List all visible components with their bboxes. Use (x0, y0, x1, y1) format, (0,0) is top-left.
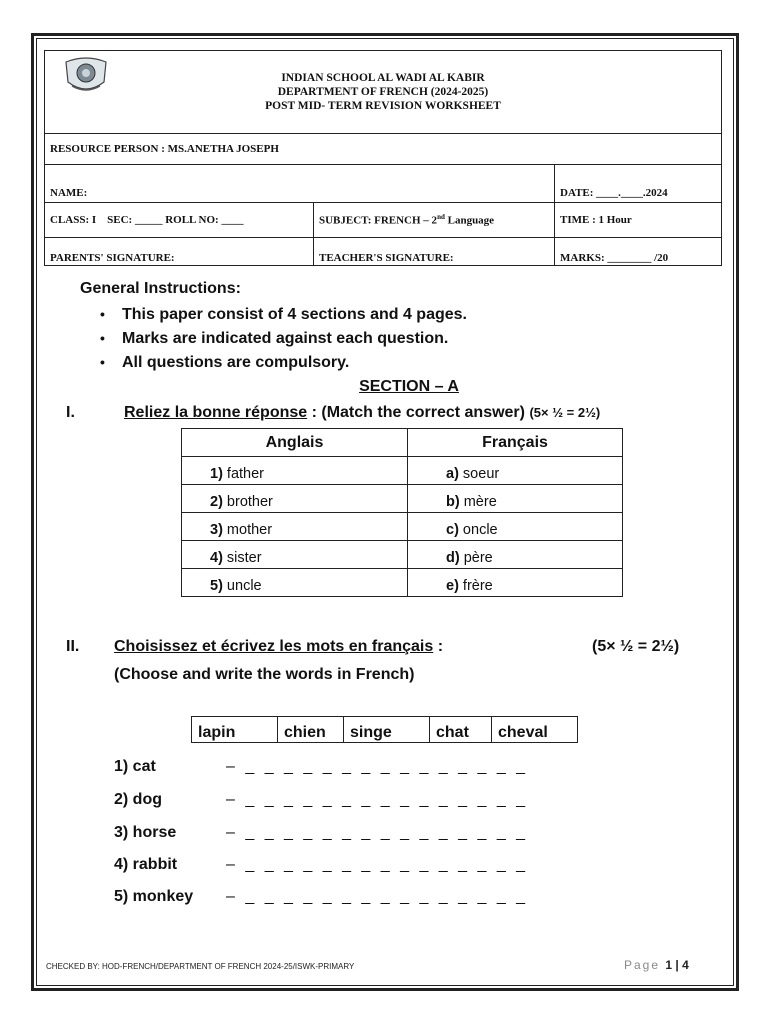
page-num: 1 | 4 (665, 958, 689, 972)
item-text: uncle (222, 578, 262, 594)
right-cell (408, 513, 623, 541)
department-name: DEPARTMENT OF FRENCH (2024-2025) (277, 86, 489, 98)
item-number: 1) (210, 466, 223, 482)
question-2-heading (66, 638, 443, 656)
word-bank-item: singe (344, 717, 430, 743)
fill-word: 3) horse (114, 824, 177, 841)
date-field: DATE: ____.____.2024 (555, 165, 722, 203)
question-marks: (5× ½ = 2½) (592, 638, 680, 655)
marks-field: MARKS: ________ /20 (555, 238, 722, 266)
page-number (624, 958, 689, 972)
question-number: I. (66, 404, 75, 421)
col-header-anglais: Anglais (182, 429, 408, 457)
fill-item (114, 824, 528, 842)
word-bank-item: chat (430, 717, 492, 743)
table-row (182, 541, 623, 569)
school-crest-icon (60, 56, 112, 96)
question-title: Choisissez et écrivez les mots en français (114, 638, 434, 655)
item-letter: d) (446, 550, 460, 566)
header-table (44, 50, 722, 266)
table-row (182, 513, 623, 541)
fill-word: 2) dog (114, 791, 162, 808)
school-heading (45, 51, 722, 134)
question-title: Reliez la bonne réponse (124, 404, 308, 421)
left-cell (182, 569, 408, 597)
resource-person: RESOURCE PERSON : MS.ANETHA JOSEPH (45, 134, 722, 165)
footer-checked-by: CHECKED BY: HOD-FRENCH/DEPARTMENT OF FRENCH 2024-25/ISWK-PRIMARY (46, 962, 355, 971)
question-colon: : (433, 638, 444, 655)
subject-sup: nd (437, 213, 445, 222)
left-cell (182, 457, 408, 485)
item-text: père (459, 550, 493, 566)
item-text: frère (458, 578, 493, 594)
fill-word: 5) monkey (114, 888, 194, 905)
word-bank (191, 716, 578, 743)
fill-item (114, 791, 528, 809)
instruction-item: • Marks are indicated against each question. (100, 327, 467, 351)
section-heading (0, 378, 770, 396)
instruction-item: • All questions are compulsory. (100, 351, 467, 375)
answer-blank[interactable]: – _ _ _ _ _ _ _ _ _ _ _ _ _ _ _ (226, 824, 529, 841)
question-number: II. (66, 638, 80, 655)
right-cell (408, 485, 623, 513)
item-letter: e) (446, 578, 459, 594)
item-letter: b) (446, 494, 460, 510)
item-text: brother (222, 494, 273, 510)
parents-signature: PARENTS' SIGNATURE: (45, 238, 314, 266)
left-cell (182, 513, 408, 541)
question-marks: (5× ½ = 2½) (529, 405, 601, 420)
fill-item (114, 856, 528, 874)
worksheet-title: POST MID- TERM REVISION WORKSHEET (265, 100, 501, 112)
left-cell (182, 541, 408, 569)
time-field: TIME : 1 Hour (555, 203, 722, 238)
instructions-title: General Instructions: (80, 280, 241, 297)
instructions-list (100, 303, 467, 375)
match-table (181, 428, 623, 597)
item-number: 3) (210, 522, 223, 538)
question-subtitle: (Choose and write the words in French) (114, 666, 415, 683)
item-text: soeur (458, 466, 500, 482)
item-number: 4) (210, 550, 223, 566)
col-header-francais: Français (408, 429, 623, 457)
question-1-heading (66, 404, 600, 422)
item-number: 5) (210, 578, 223, 594)
name-field: NAME: (45, 165, 555, 203)
item-text: mère (459, 494, 497, 510)
word-bank-item: chien (278, 717, 344, 743)
item-letter: a) (446, 466, 459, 482)
subject-lang: Language (444, 214, 495, 227)
table-row (182, 457, 623, 485)
instruction-item: • This paper consist of 4 sections and 4 pages. (100, 303, 467, 327)
item-number: 2) (210, 494, 223, 510)
subject-field (314, 203, 555, 238)
left-cell (182, 485, 408, 513)
item-text: father (222, 466, 265, 482)
question-subtitle: : (Match the correct answer) (307, 404, 530, 421)
right-cell (408, 541, 623, 569)
word-bank-item: cheval (492, 717, 578, 743)
subject-text: SUBJECT: FRENCH – 2 (319, 214, 438, 227)
fill-item (114, 888, 528, 906)
page-label: Page (624, 958, 661, 972)
table-row (182, 569, 623, 597)
right-cell (408, 569, 623, 597)
school-name: INDIAN SCHOOL AL WADI AL KABIR (281, 72, 485, 84)
answer-blank[interactable]: – _ _ _ _ _ _ _ _ _ _ _ _ _ _ _ (226, 791, 529, 808)
item-letter: c) (446, 522, 459, 538)
section-title: SECTION – A (359, 378, 459, 395)
teacher-signature: TEACHER'S SIGNATURE: (314, 238, 555, 266)
fill-item (114, 758, 528, 776)
answer-blank[interactable]: – _ _ _ _ _ _ _ _ _ _ _ _ _ _ _ (226, 758, 529, 775)
answer-blank[interactable]: – _ _ _ _ _ _ _ _ _ _ _ _ _ _ _ (226, 856, 529, 873)
table-row (182, 485, 623, 513)
item-text: oncle (458, 522, 498, 538)
fill-word: 1) cat (114, 758, 156, 775)
word-bank-item: lapin (192, 717, 278, 743)
item-text: sister (222, 550, 262, 566)
item-text: mother (222, 522, 273, 538)
answer-blank[interactable]: – _ _ _ _ _ _ _ _ _ _ _ _ _ _ _ (226, 888, 529, 905)
fill-word: 4) rabbit (114, 856, 178, 873)
right-cell (408, 457, 623, 485)
class-field: CLASS: I SEC: _____ ROLL NO: ____ (45, 203, 314, 238)
